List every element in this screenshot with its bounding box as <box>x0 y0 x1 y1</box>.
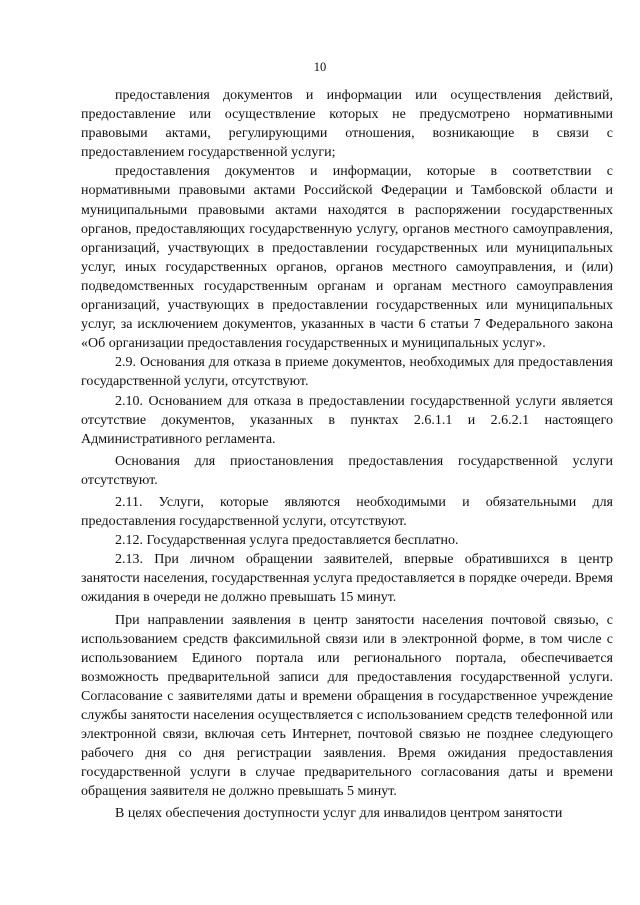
paragraph: 2.9. Основания для отказа в приеме документов, необходимых для предоставления государственной услуги, отсутствуют. <box>81 355 613 390</box>
paragraph: 2.10. Основанием для отказа в предоставлении государственной услуги является отсутствие документов, указанных в пунктах 2.6.1.1 и 2.6.2.1 настоящего Административного регламента. <box>81 393 613 447</box>
paragraph: Основания для приостановления предоставления государственной услуги отсутствуют. <box>81 453 613 488</box>
paragraph: В целях обеспечения доступности услуг для инвалидов центром занятости <box>115 806 563 822</box>
paragraph: 2.12. Государственная услуга предоставляется бесплатно. <box>115 533 459 549</box>
document-body <box>81 86 613 824</box>
page-number: 10 <box>313 60 327 74</box>
paragraph: предоставления документов и информации или осуществления действий, предоставление или осуществление которых не предусмотрено нормативными правовыми актами, регулирующими отношения, возникающие в связи с предоставлением государственной услуги; <box>81 88 613 161</box>
paragraph: 2.11. Услуги, которые являются необходимыми и обязательными для предоставления государственной услуги, отсутствуют. <box>81 494 613 530</box>
paragraph: 2.13. При личном обращении заявителей, впервые обратившихся в центр занятости населения, государственная услуга предоставляется в порядке очереди. Время ожидания в очереди не должно превышать 15 минут. <box>81 552 613 606</box>
paragraph: предоставления документов и информации, которые в соответствии с нормативными правовыми актами Российской Федерации и Тамбовской области и муниципальными правовыми актами находятся в распоряжении государственных органов, предоставляющих государственную услугу, органов местного самоуправления, организаций, участвующих в предоставлении государственных или муниципальных услуг, иных государственных органов, органов местного самоуправления, и (или) подведомственных государственным органам и органам местного самоуправления организаций, участвующих в предоставлении государственных или муниципальных услуг, за исключением документов, указанных в части 6 статьи 7 Федерального закона «Об организации предоставления государственных и муниципальных услуг». <box>81 164 613 352</box>
paragraph: При направлении заявления в центр занятости населения почтовой связью, с использованием средств факсимильной связи или в электронной форме, в том числе с использованием Единого портала или регионального портала, обеспечивается возможность предварительной записи для предоставления государственной услуги. Согласование с заявителями даты и времени обращения в государственное учреждение службы занятости населения осуществляется с использованием средств телефонной или электронной связи, включая сеть Интернет, почтовой связью не позднее следующего рабочего дня со дня регистрации заявления. Время ожидания предоставления государственной услуги в случае предварительного согласования даты и времени обращения заявителя не должно превышать 5 минут. <box>81 612 613 800</box>
